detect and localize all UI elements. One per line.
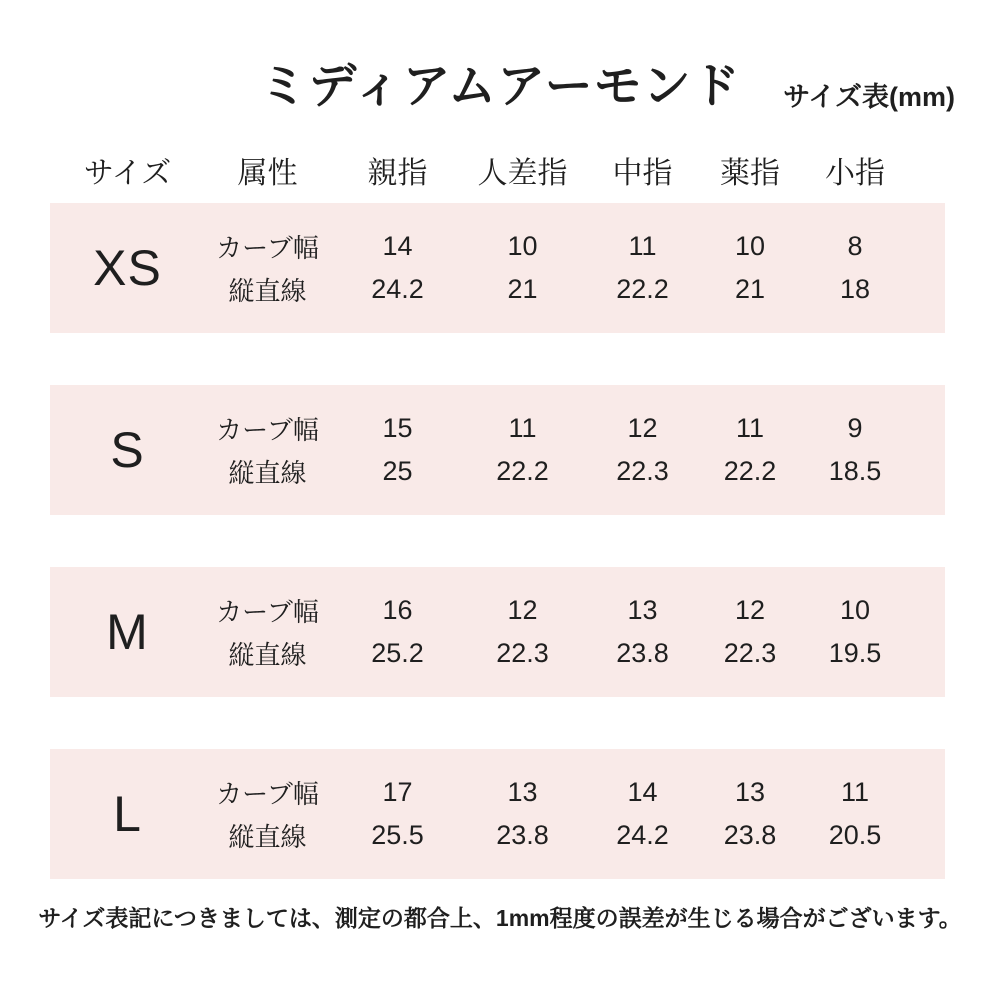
attribute-label-curve-width: カーブ幅 [216, 233, 319, 263]
value-curve-width-middle-finger: 13 [627, 595, 658, 625]
size-band-l [50, 749, 945, 879]
column-header-middle-finger: 中指 [612, 157, 673, 190]
value-vertical-line-middle-finger: 22.3 [616, 456, 669, 486]
value-curve-width-ring-finger: 11 [735, 413, 765, 443]
size-table-unit-note: サイズ表(mm) [783, 82, 955, 112]
value-vertical-line-index-finger: 22.3 [496, 638, 549, 668]
page-title: ミディアムアーモンド [259, 60, 741, 113]
value-vertical-line-middle-finger: 23.8 [616, 638, 669, 668]
attribute-label-curve-width: カーブ幅 [216, 597, 319, 627]
size-label: M [106, 604, 149, 660]
column-header-thumb: 親指 [367, 157, 428, 190]
attribute-label-curve-width: カーブ幅 [216, 779, 319, 809]
size-label: S [110, 422, 145, 478]
value-curve-width-little-finger: 8 [847, 231, 863, 261]
value-curve-width-little-finger: 10 [839, 595, 871, 625]
value-vertical-line-little-finger: 18.5 [828, 456, 882, 486]
value-curve-width-index-finger: 13 [507, 777, 538, 807]
value-curve-width-middle-finger: 12 [627, 413, 658, 443]
value-curve-width-thumb: 17 [382, 777, 413, 807]
value-vertical-line-little-finger: 20.5 [828, 820, 882, 850]
value-curve-width-thumb: 16 [382, 595, 413, 625]
value-vertical-line-thumb: 25.5 [371, 820, 424, 850]
column-header-attribute: 属性 [237, 157, 298, 190]
value-curve-width-ring-finger: 10 [734, 231, 766, 261]
size-label: XS [93, 240, 162, 296]
size-band-s [50, 385, 945, 515]
value-vertical-line-index-finger: 23.8 [496, 820, 549, 850]
value-vertical-line-middle-finger: 24.2 [616, 820, 669, 850]
value-curve-width-middle-finger: 11 [628, 231, 657, 261]
value-curve-width-index-finger: 10 [507, 231, 538, 261]
size-band-m [50, 567, 945, 697]
column-header-ring-finger: 薬指 [720, 157, 780, 190]
value-vertical-line-index-finger: 21 [507, 274, 538, 304]
value-vertical-line-thumb: 25.2 [371, 638, 424, 668]
value-curve-width-thumb: 14 [382, 231, 413, 261]
attribute-label-curve-width: カーブ幅 [216, 415, 319, 445]
attribute-label-vertical-line: 縦直線 [228, 640, 307, 670]
column-header-little-finger: 小指 [825, 157, 885, 190]
value-curve-width-index-finger: 11 [508, 413, 537, 443]
value-curve-width-little-finger: 9 [847, 413, 863, 443]
measurement-tolerance-note: サイズ表記につきましては、測定の都合上、1mm程度の誤差が生じる場合がございます。 [38, 905, 962, 931]
value-curve-width-middle-finger: 14 [627, 777, 658, 807]
value-vertical-line-little-finger: 18 [839, 274, 871, 304]
column-header-index-finger: 人差指 [477, 157, 568, 190]
value-curve-width-little-finger: 11 [840, 777, 870, 807]
value-vertical-line-ring-finger: 23.8 [723, 820, 777, 850]
value-vertical-line-index-finger: 22.2 [496, 456, 549, 486]
value-vertical-line-thumb: 24.2 [371, 274, 424, 304]
value-vertical-line-thumb: 25 [382, 456, 413, 486]
value-vertical-line-middle-finger: 22.2 [616, 274, 669, 304]
attribute-label-vertical-line: 縦直線 [228, 822, 307, 852]
column-header-size: サイズ [83, 157, 172, 190]
attribute-label-vertical-line: 縦直線 [228, 276, 307, 306]
value-curve-width-thumb: 15 [382, 413, 413, 443]
value-vertical-line-ring-finger: 22.3 [723, 638, 777, 668]
size-band-xs [50, 203, 945, 333]
value-vertical-line-ring-finger: 22.2 [723, 456, 777, 486]
value-curve-width-ring-finger: 12 [734, 595, 766, 625]
value-vertical-line-ring-finger: 21 [734, 274, 766, 304]
value-curve-width-index-finger: 12 [507, 595, 538, 625]
value-vertical-line-little-finger: 19.5 [828, 638, 882, 668]
size-label: L [113, 786, 142, 842]
table-header-row [50, 148, 945, 188]
attribute-label-vertical-line: 縦直線 [228, 458, 307, 488]
value-curve-width-ring-finger: 13 [734, 777, 766, 807]
